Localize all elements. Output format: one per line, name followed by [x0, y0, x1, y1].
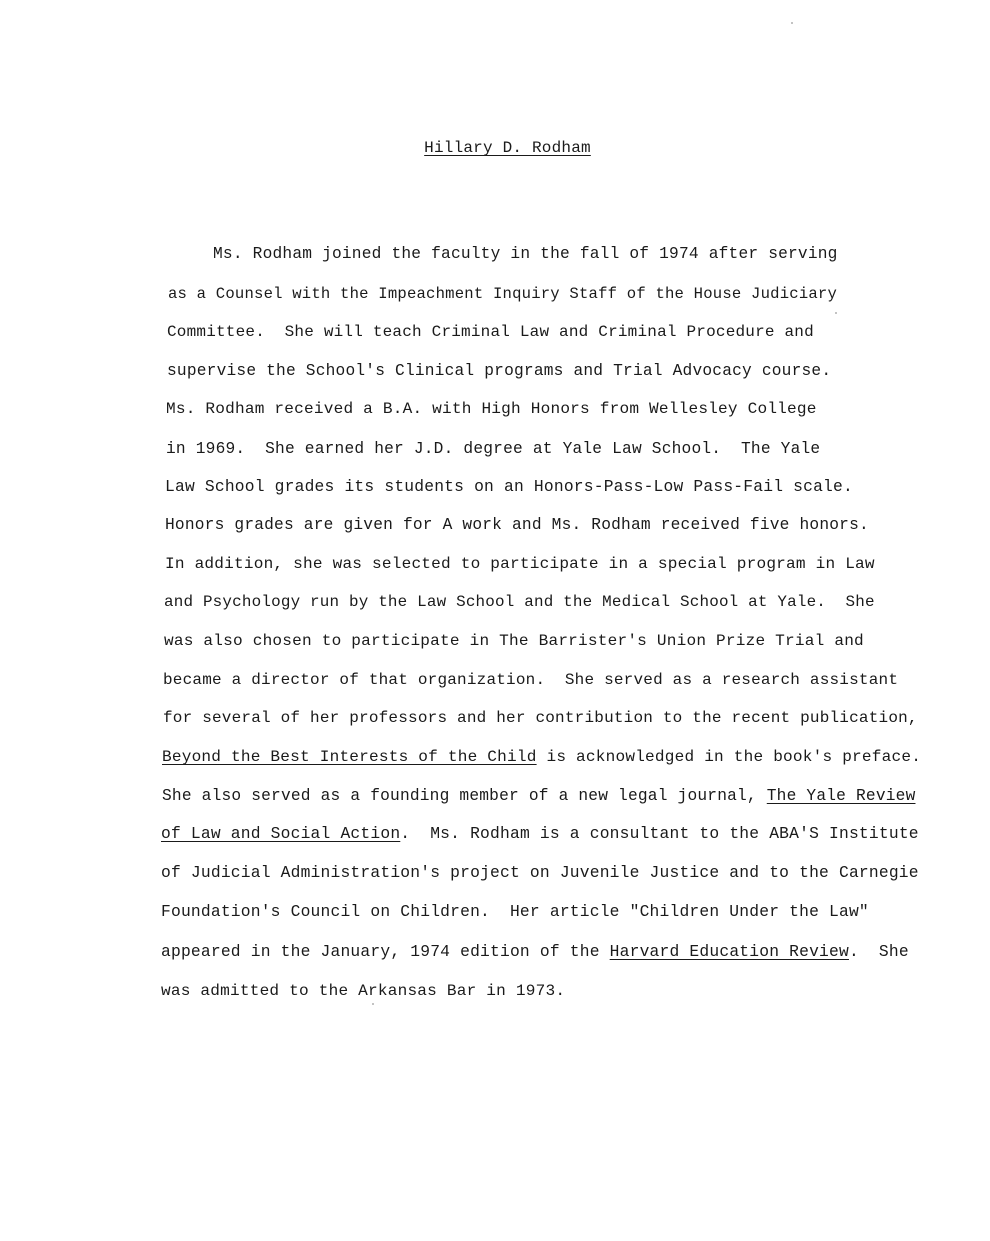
body-line: [164, 631, 864, 651]
body-line: [164, 592, 875, 612]
scan-speck: [372, 1003, 374, 1005]
scan-speck: [791, 22, 793, 24]
line-text: Ms. Rodham received a B.A. with High Honors from Wellesley College: [166, 400, 817, 418]
body-line: [161, 863, 919, 883]
line-text: Foundation's Council on Children. Her article "Children Under the Law": [161, 902, 869, 921]
body-line: [166, 439, 820, 459]
scan-speck: [835, 312, 837, 314]
book-title: Beyond the Best Interests of the Child: [162, 748, 537, 766]
line-text: . Ms. Rodham is a consultant to the ABA'S Institute: [400, 824, 919, 843]
body-line: [168, 284, 837, 304]
line-text: was also chosen to participate in The Barrister's Union Prize Trial and: [164, 632, 864, 650]
body-line: [163, 708, 918, 728]
line-text: as a Counsel with the Impeachment Inquiry Staff of the House Judiciary: [168, 285, 838, 303]
journal-title: of Law and Social Action: [161, 824, 401, 843]
document-title: Hillary D. Rodham: [424, 139, 591, 157]
journal-title: Harvard Education Review: [609, 942, 849, 961]
body-line: [166, 399, 817, 419]
body-line: [161, 981, 565, 1001]
line-text: in 1969. She earned her J.D. degree at Yale Law School. The Yale: [166, 440, 821, 458]
line-text: supervise the School's Clinical programs and Trial Advocacy course.: [167, 362, 832, 380]
body-line: [213, 244, 838, 264]
body-line: [162, 747, 921, 767]
body-line: [163, 670, 898, 690]
body-line: [165, 515, 869, 535]
body-line: [165, 477, 853, 497]
line-text: . She: [848, 942, 909, 961]
body-line: [161, 942, 909, 962]
line-text: She also served as a founding member of a new legal journal,: [162, 787, 767, 805]
body-line: [165, 554, 875, 574]
body-line: [167, 361, 831, 381]
body-line: [161, 902, 869, 922]
line-text: In addition, she was selected to participate in a special program in Law: [165, 555, 875, 573]
journal-title: The Yale Review: [766, 787, 916, 805]
line-text: Law School grades its students on an Honors-Pass-Low Pass-Fail scale.: [165, 477, 853, 496]
body-line: [167, 322, 814, 342]
line-text: was admitted to the Arkansas Bar in 1973.: [161, 982, 566, 1000]
line-text: Honors grades are given for A work and Ms. Rodham received five honors.: [165, 516, 869, 534]
line-text: became a director of that organization. She served as a research assistant: [163, 671, 899, 689]
line-text: and Psychology run by the Law School and the Medical School at Yale. She: [164, 593, 875, 611]
line-text: Ms. Rodham joined the faculty in the fall of 1974 after serving: [213, 245, 838, 263]
line-text: Committee. She will teach Criminal Law and Criminal Procedure and: [167, 323, 814, 341]
body-line: [161, 824, 919, 844]
body-line: [162, 786, 915, 806]
line-text: for several of her professors and her contribution to the recent publication,: [163, 709, 918, 727]
line-text: of Judicial Administration's project on Juvenile Justice and to the Carnegie: [161, 863, 919, 882]
line-text: appeared in the January, 1974 edition of the: [161, 942, 610, 961]
line-text: is acknowledged in the book's preface.: [536, 748, 922, 766]
